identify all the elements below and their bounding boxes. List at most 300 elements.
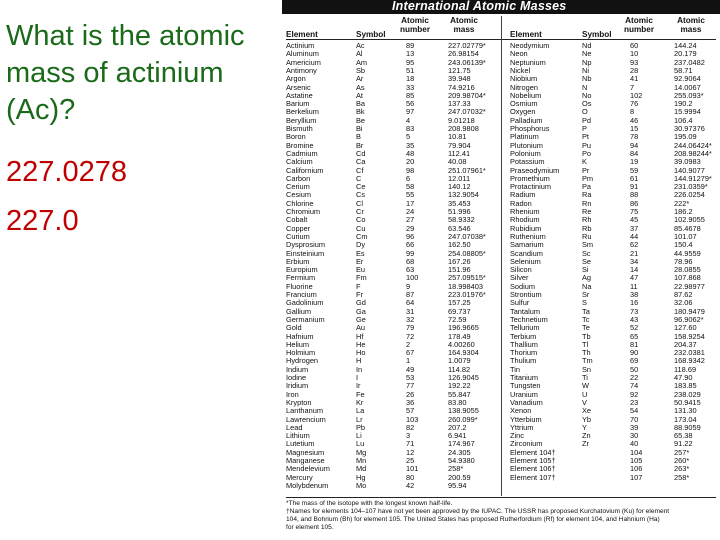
cell-atomic-number: 53 xyxy=(406,373,415,382)
cell-symbol: Mg xyxy=(356,447,367,457)
cell-atomic-number: 5 xyxy=(406,132,411,142)
cell-atomic-mass: 162.50 xyxy=(448,240,471,250)
cell-atomic-number: 34 xyxy=(630,256,639,266)
cell-atomic-mass: 257.09515* xyxy=(448,273,486,283)
cell-atomic-mass: 174.967 xyxy=(448,439,475,449)
cell-atomic-number: 59 xyxy=(630,165,639,175)
cell-symbol: Sb xyxy=(356,65,366,75)
cell-atomic-number: 46 xyxy=(630,115,639,125)
cell-atomic-mass: 107.868 xyxy=(674,273,701,283)
cell-element: Gallium xyxy=(286,306,312,316)
cell-atomic-mass: 102.9055 xyxy=(674,215,705,225)
cell-atomic-mass: 208.98244* xyxy=(674,148,712,158)
cell-element: Magnesium xyxy=(286,447,325,457)
cell-symbol: In xyxy=(356,364,363,374)
cell-symbol: As xyxy=(356,82,365,92)
cell-symbol: Ar xyxy=(356,74,364,84)
cell-symbol: Tb xyxy=(582,331,591,341)
cell-atomic-number: 88 xyxy=(630,190,639,200)
cell-atomic-mass: 244.06424* xyxy=(674,140,712,150)
cell-symbol: C xyxy=(356,173,362,183)
cell-element: Manganese xyxy=(286,456,325,465)
cell-element: Americium xyxy=(286,57,321,67)
cell-symbol: Sn xyxy=(582,364,592,374)
cell-symbol: O xyxy=(582,107,588,117)
cell-atomic-mass: 10.81 xyxy=(448,132,467,142)
cell-symbol: Pu xyxy=(582,140,592,150)
cell-atomic-number: 54 xyxy=(630,406,639,416)
cell-symbol: Eu xyxy=(356,265,366,275)
cell-element: Calcium xyxy=(286,157,313,167)
cell-element: Neon xyxy=(510,49,528,59)
cell-atomic-number: 57 xyxy=(406,406,415,416)
cell-symbol: Au xyxy=(356,323,366,333)
cell-atomic-number: 74 xyxy=(630,381,639,391)
cell-element: Chromium xyxy=(286,207,321,216)
cell-atomic-mass: 247.07032* xyxy=(448,107,486,117)
cell-element: Francium xyxy=(286,290,317,299)
cell-atomic-number: 63 xyxy=(406,265,415,275)
cell-element: Bromine xyxy=(286,140,314,150)
cell-element: Einsteinium xyxy=(286,248,325,258)
cell-element: Zirconium xyxy=(510,439,543,449)
cell-element: Chlorine xyxy=(286,198,314,208)
cell-symbol: Np xyxy=(582,57,592,67)
header-element-2: Element xyxy=(510,30,542,39)
cell-atomic-number: 4 xyxy=(406,115,411,125)
cell-symbol: Cf xyxy=(356,165,364,175)
cell-element: Element 104† xyxy=(510,447,556,457)
cell-atomic-mass: 131.30 xyxy=(674,406,697,416)
cell-atomic-number: 32 xyxy=(406,314,415,324)
cell-atomic-number: 49 xyxy=(406,364,415,374)
cell-element: Thallium xyxy=(510,339,538,349)
cell-symbol: Cl xyxy=(356,198,363,208)
cell-atomic-mass: 40.08 xyxy=(448,157,467,167)
cell-atomic-number: 17 xyxy=(406,198,415,208)
cell-atomic-mass: 20.179 xyxy=(674,49,697,59)
cell-atomic-number: 15 xyxy=(630,124,639,133)
cell-atomic-mass: 132.9054 xyxy=(448,190,479,200)
cell-element: Antimony xyxy=(286,65,317,75)
cell-atomic-number: 92 xyxy=(630,389,639,399)
cell-atomic-mass: 12.011 xyxy=(448,173,471,183)
cell-atomic-mass: 28.0855 xyxy=(674,265,701,275)
cell-symbol: Zr xyxy=(582,439,589,449)
cell-element: Nobelium xyxy=(510,90,542,100)
cell-element: Californium xyxy=(286,165,324,175)
cell-atomic-number: 60 xyxy=(630,41,639,50)
cell-symbol: Os xyxy=(582,99,592,109)
cell-symbol: Es xyxy=(356,248,365,258)
cell-element: Barium xyxy=(286,99,310,109)
footer-rule xyxy=(286,497,716,498)
cell-atomic-number: 23 xyxy=(630,397,639,407)
cell-symbol: Tm xyxy=(582,356,593,366)
cell-element: Niobium xyxy=(510,74,538,84)
cell-element: Fluorine xyxy=(286,281,313,291)
cell-atomic-number: 38 xyxy=(630,290,639,299)
cell-atomic-mass: 260* xyxy=(674,456,690,465)
cell-symbol: La xyxy=(356,406,365,416)
cell-symbol: Ni xyxy=(582,65,589,75)
cell-atomic-mass: 79.904 xyxy=(448,140,471,150)
cell-atomic-number: 64 xyxy=(406,298,415,308)
cell-atomic-mass: 72.59 xyxy=(448,314,467,324)
cell-element: Rhodium xyxy=(510,215,540,225)
footnote-1: *The mass of the isotope with the longest known half-life. xyxy=(286,500,453,507)
cell-atomic-mass: 54.9380 xyxy=(448,456,475,465)
cell-atomic-mass: 254.08805* xyxy=(448,248,486,258)
answer-rounded: 227.0 xyxy=(6,205,79,237)
cell-atomic-mass: 164.9304 xyxy=(448,348,479,358)
cell-atomic-mass: 255.093* xyxy=(674,90,704,100)
cell-atomic-number: 76 xyxy=(630,99,639,109)
cell-symbol: Ac xyxy=(356,41,365,50)
cell-atomic-number: 39 xyxy=(630,422,639,432)
cell-atomic-number: 35 xyxy=(406,140,415,150)
cell-atomic-mass: 47.90 xyxy=(674,373,693,382)
cell-element: Oxygen xyxy=(510,107,536,117)
cell-atomic-mass: 96.9062* xyxy=(674,314,704,324)
cell-atomic-number: 47 xyxy=(630,273,639,283)
cell-element: Astatine xyxy=(286,90,313,100)
cell-symbol: K xyxy=(582,157,587,167)
cell-symbol: Rb xyxy=(582,223,592,233)
cell-element: Krypton xyxy=(286,397,312,407)
cell-atomic-number: 26 xyxy=(406,389,415,399)
cell-symbol: Pt xyxy=(582,132,589,142)
cell-symbol: Pm xyxy=(582,173,594,183)
cell-element: Cadmium xyxy=(286,148,318,158)
cell-element: Curium xyxy=(286,231,310,241)
cell-element: Rubidium xyxy=(510,223,542,233)
atomic-mass-table xyxy=(282,0,720,540)
cell-atomic-number: 27 xyxy=(406,215,415,225)
cell-atomic-number: 29 xyxy=(406,223,415,233)
cell-atomic-number: 106 xyxy=(630,464,643,474)
cell-atomic-number: 52 xyxy=(630,323,639,333)
cell-atomic-number: 66 xyxy=(406,240,415,250)
cell-atomic-number: 105 xyxy=(630,456,643,465)
cell-atomic-mass: 257* xyxy=(674,447,690,457)
cell-element: Berkelium xyxy=(286,107,319,117)
cell-symbol: Cd xyxy=(356,148,366,158)
cell-atomic-number: 19 xyxy=(630,157,639,167)
answer-precise: 227.0278 xyxy=(6,156,127,188)
cell-atomic-mass: 65.38 xyxy=(674,431,693,441)
cell-symbol: Ba xyxy=(356,99,366,109)
cell-element: Silicon xyxy=(510,265,532,275)
cell-atomic-number: 91 xyxy=(630,182,639,192)
cell-symbol: H xyxy=(356,356,362,366)
cell-atomic-number: 33 xyxy=(406,82,415,92)
cell-atomic-number: 21 xyxy=(630,248,639,258)
cell-atomic-number: 93 xyxy=(630,57,639,67)
cell-atomic-number: 70 xyxy=(630,414,639,424)
cell-symbol: Xe xyxy=(582,406,592,416)
cell-symbol: Bi xyxy=(356,124,363,133)
cell-atomic-mass: 190.2 xyxy=(674,99,693,109)
cell-element: Hafnium xyxy=(286,331,314,341)
header-atomic-mass-2: Atomic mass xyxy=(677,16,705,34)
cell-atomic-number: 1 xyxy=(406,356,411,366)
cell-atomic-number: 90 xyxy=(630,348,639,358)
cell-element: Selenium xyxy=(510,256,541,266)
cell-element: Titanium xyxy=(510,373,539,382)
cell-atomic-number: 48 xyxy=(406,148,415,158)
cell-atomic-mass: 192.22 xyxy=(448,381,471,391)
cell-symbol: W xyxy=(582,381,589,391)
cell-atomic-mass: 140.9077 xyxy=(674,165,705,175)
header-atomic-number: Atomic number xyxy=(399,16,431,34)
cell-atomic-mass: 112.41 xyxy=(448,148,471,158)
cell-atomic-mass: 4.00260 xyxy=(448,339,475,349)
cell-element: Lithium xyxy=(286,431,310,441)
cell-atomic-mass: 106.4 xyxy=(674,115,693,125)
cell-atomic-number: 14 xyxy=(630,265,639,275)
cell-atomic-number: 42 xyxy=(406,480,415,490)
cell-atomic-number: 50 xyxy=(630,364,639,374)
cell-symbol: Be xyxy=(356,115,366,125)
cell-element: Zinc xyxy=(510,431,524,441)
cell-atomic-mass: 18.998403 xyxy=(448,281,483,291)
cell-symbol: Rh xyxy=(582,215,592,225)
cell-atomic-mass: 260.099* xyxy=(448,414,478,424)
cell-atomic-mass: 26.98154 xyxy=(448,49,479,59)
cell-element: Terbium xyxy=(510,331,537,341)
footnote-3: 104, and Bohrium (Bh) for element 105. The United States has proposed Rutherfordium (Rf) for element 104, and Hahnium (Ha) xyxy=(286,516,660,523)
cell-symbol: He xyxy=(356,339,366,349)
cell-atomic-number: 45 xyxy=(630,215,639,225)
cell-atomic-number: 102 xyxy=(630,90,643,100)
cell-symbol: Br xyxy=(356,140,364,150)
cell-element: Tin xyxy=(510,364,520,374)
cell-element: Tellurium xyxy=(510,323,540,333)
cell-atomic-mass: 30.97376 xyxy=(674,124,705,133)
cell-symbol: Ra xyxy=(582,190,592,200)
cell-atomic-mass: 55.847 xyxy=(448,389,471,399)
cell-symbol: Er xyxy=(356,256,364,266)
cell-atomic-number: 43 xyxy=(630,314,639,324)
cell-atomic-mass: 114.82 xyxy=(448,364,471,374)
cell-atomic-mass: 150.4 xyxy=(674,240,693,250)
cell-atomic-mass: 227.02779* xyxy=(448,41,486,50)
cell-atomic-mass: 58.71 xyxy=(674,65,693,75)
cell-symbol: Ce xyxy=(356,182,366,192)
cell-symbol: Po xyxy=(582,148,592,158)
cell-element: Praseodymium xyxy=(510,165,560,175)
column-divider xyxy=(501,16,502,496)
cell-symbol: Am xyxy=(356,57,368,67)
cell-atomic-mass: 95.94 xyxy=(448,480,467,490)
cell-element: Polonium xyxy=(510,148,541,158)
cell-atomic-mass: 14.0067 xyxy=(674,82,701,92)
cell-symbol: Cr xyxy=(356,207,364,216)
cell-symbol: Zn xyxy=(582,431,591,441)
cell-element: Cobalt xyxy=(286,215,308,225)
cell-atomic-mass: 209.98704* xyxy=(448,90,486,100)
cell-symbol: Hf xyxy=(356,331,364,341)
cell-symbol: Re xyxy=(582,207,592,216)
cell-element: Dysprosium xyxy=(286,240,326,250)
cell-atomic-number: 3 xyxy=(406,431,411,441)
footnote-4: for element 105. xyxy=(286,524,334,531)
question-panel xyxy=(0,0,280,540)
cell-element: Lutetium xyxy=(286,439,315,449)
cell-element: Erbium xyxy=(286,256,310,266)
cell-atomic-number: 22 xyxy=(630,373,639,382)
cell-symbol: Kr xyxy=(356,397,364,407)
cell-atomic-number: 41 xyxy=(630,74,639,84)
cell-atomic-number: 65 xyxy=(630,331,639,341)
cell-atomic-mass: 35.453 xyxy=(448,198,471,208)
cell-element: Radon xyxy=(510,198,532,208)
cell-element: Carbon xyxy=(286,173,311,183)
cell-symbol: Mo xyxy=(356,480,367,490)
cell-atomic-mass: 39.948 xyxy=(448,74,471,84)
cell-atomic-number: 89 xyxy=(406,41,415,50)
cell-symbol: Cm xyxy=(356,231,368,241)
cell-atomic-number: 44 xyxy=(630,231,639,241)
cell-atomic-number: 75 xyxy=(630,207,639,216)
cell-element: Osmium xyxy=(510,99,538,109)
cell-atomic-number: 84 xyxy=(630,148,639,158)
cell-element: Promethium xyxy=(510,173,550,183)
cell-atomic-mass: 231.0359* xyxy=(674,182,708,192)
cell-atomic-mass: 151.96 xyxy=(448,265,471,275)
cell-atomic-number: 100 xyxy=(406,273,419,283)
cell-atomic-number: 87 xyxy=(406,290,415,299)
cell-element: Scandium xyxy=(510,248,543,258)
cell-symbol: Hg xyxy=(356,472,366,482)
cell-atomic-mass: 232.0381 xyxy=(674,348,705,358)
cell-element: Xenon xyxy=(510,406,532,416)
cell-symbol: Ru xyxy=(582,231,592,241)
cell-element: Germanium xyxy=(286,314,325,324)
cell-atomic-number: 72 xyxy=(406,331,415,341)
cell-atomic-mass: 238.029 xyxy=(674,389,701,399)
cell-element: Copper xyxy=(286,223,311,233)
cell-element: Palladium xyxy=(510,115,543,125)
cell-atomic-number: 77 xyxy=(406,381,415,391)
cell-element: Potassium xyxy=(510,157,545,167)
cell-atomic-mass: 237.0482 xyxy=(674,57,705,67)
cell-element: Iodine xyxy=(286,373,307,382)
cell-symbol: Bk xyxy=(356,107,365,117)
cell-atomic-number: 86 xyxy=(630,198,639,208)
cell-element: Actinium xyxy=(286,41,315,50)
cell-element: Boron xyxy=(286,132,306,142)
cell-element: Iron xyxy=(286,389,299,399)
cell-atomic-number: 98 xyxy=(406,165,415,175)
cell-symbol: Y xyxy=(582,422,587,432)
cell-atomic-mass: 167.26 xyxy=(448,256,471,266)
cell-atomic-mass: 91.22 xyxy=(674,439,693,449)
cell-atomic-number: 96 xyxy=(406,231,415,241)
cell-element: Element 105† xyxy=(510,456,556,465)
cell-symbol: Lr xyxy=(356,414,363,424)
cell-symbol: Md xyxy=(356,464,367,474)
cell-element: Sulfur xyxy=(510,298,530,308)
cell-element: Neptunium xyxy=(510,57,546,67)
cell-symbol: Li xyxy=(356,431,362,441)
cell-symbol: Te xyxy=(582,323,590,333)
cell-atomic-number: 69 xyxy=(630,356,639,366)
cell-atomic-mass: 204.37 xyxy=(674,339,697,349)
cell-atomic-number: 18 xyxy=(406,74,415,84)
cell-atomic-mass: 87.62 xyxy=(674,290,693,299)
cell-atomic-mass: 50.9415 xyxy=(674,397,701,407)
cell-atomic-mass: 22.98977 xyxy=(674,281,705,291)
cell-atomic-mass: 196.9665 xyxy=(448,323,479,333)
header-symbol-2: Symbol xyxy=(582,30,612,39)
table-title: International Atomic Masses xyxy=(392,0,567,13)
cell-atomic-number: 55 xyxy=(406,190,415,200)
cell-atomic-mass: 186.2 xyxy=(674,207,693,216)
cell-element: Argon xyxy=(286,74,306,84)
cell-symbol: Na xyxy=(582,281,592,291)
cell-atomic-mass: 137.33 xyxy=(448,99,471,109)
cell-atomic-mass: 44.9559 xyxy=(674,248,701,258)
cell-atomic-mass: 157.25 xyxy=(448,298,471,308)
cell-element: Tantalum xyxy=(510,306,540,316)
cell-atomic-number: 80 xyxy=(406,472,415,482)
cell-element: Technetium xyxy=(510,314,548,324)
cell-element: Rhenium xyxy=(510,207,540,216)
cell-element: Iridium xyxy=(286,381,309,391)
cell-element: Fermium xyxy=(286,273,316,283)
table-banner xyxy=(282,0,720,14)
cell-symbol: Tl xyxy=(582,339,589,349)
cell-symbol: Ga xyxy=(356,306,366,316)
cell-element: Element 107† xyxy=(510,472,556,482)
cell-element: Europium xyxy=(286,265,318,275)
cell-atomic-number: 10 xyxy=(630,49,639,59)
cell-symbol: Pb xyxy=(356,422,366,432)
cell-element: Tungsten xyxy=(510,381,541,391)
cell-symbol: Al xyxy=(356,49,363,59)
cell-symbol: Cs xyxy=(356,190,366,200)
cell-element: Mendelevium xyxy=(286,464,330,474)
cell-atomic-number: 83 xyxy=(406,124,415,133)
cell-element: Radium xyxy=(510,190,536,200)
cell-element: Cesium xyxy=(286,190,312,200)
cell-atomic-mass: 118.69 xyxy=(674,364,697,374)
cell-atomic-number: 11 xyxy=(630,281,638,291)
cell-symbol: Ta xyxy=(582,306,590,316)
cell-element: Strontium xyxy=(510,290,542,299)
cell-atomic-number: 58 xyxy=(406,182,415,192)
cell-atomic-mass: 78.96 xyxy=(674,256,693,266)
cell-symbol: Ti xyxy=(582,373,588,382)
cell-atomic-mass: 32.06 xyxy=(674,298,693,308)
cell-symbol: N xyxy=(582,82,588,92)
cell-atomic-number: 36 xyxy=(406,397,415,407)
cell-atomic-mass: 168.9342 xyxy=(674,356,705,366)
cell-atomic-mass: 222* xyxy=(674,198,690,208)
cell-atomic-number: 9 xyxy=(406,281,411,291)
cell-atomic-mass: 195.09 xyxy=(674,132,697,142)
cell-symbol: Cu xyxy=(356,223,366,233)
cell-element: Thulium xyxy=(510,356,537,366)
cell-atomic-mass: 158.9254 xyxy=(674,331,705,341)
cell-atomic-mass: 223.01976* xyxy=(448,290,486,299)
cell-symbol: No xyxy=(582,90,592,100)
cell-symbol: Fr xyxy=(356,290,363,299)
cell-atomic-number: 103 xyxy=(406,414,419,424)
cell-symbol: Ho xyxy=(356,348,366,358)
